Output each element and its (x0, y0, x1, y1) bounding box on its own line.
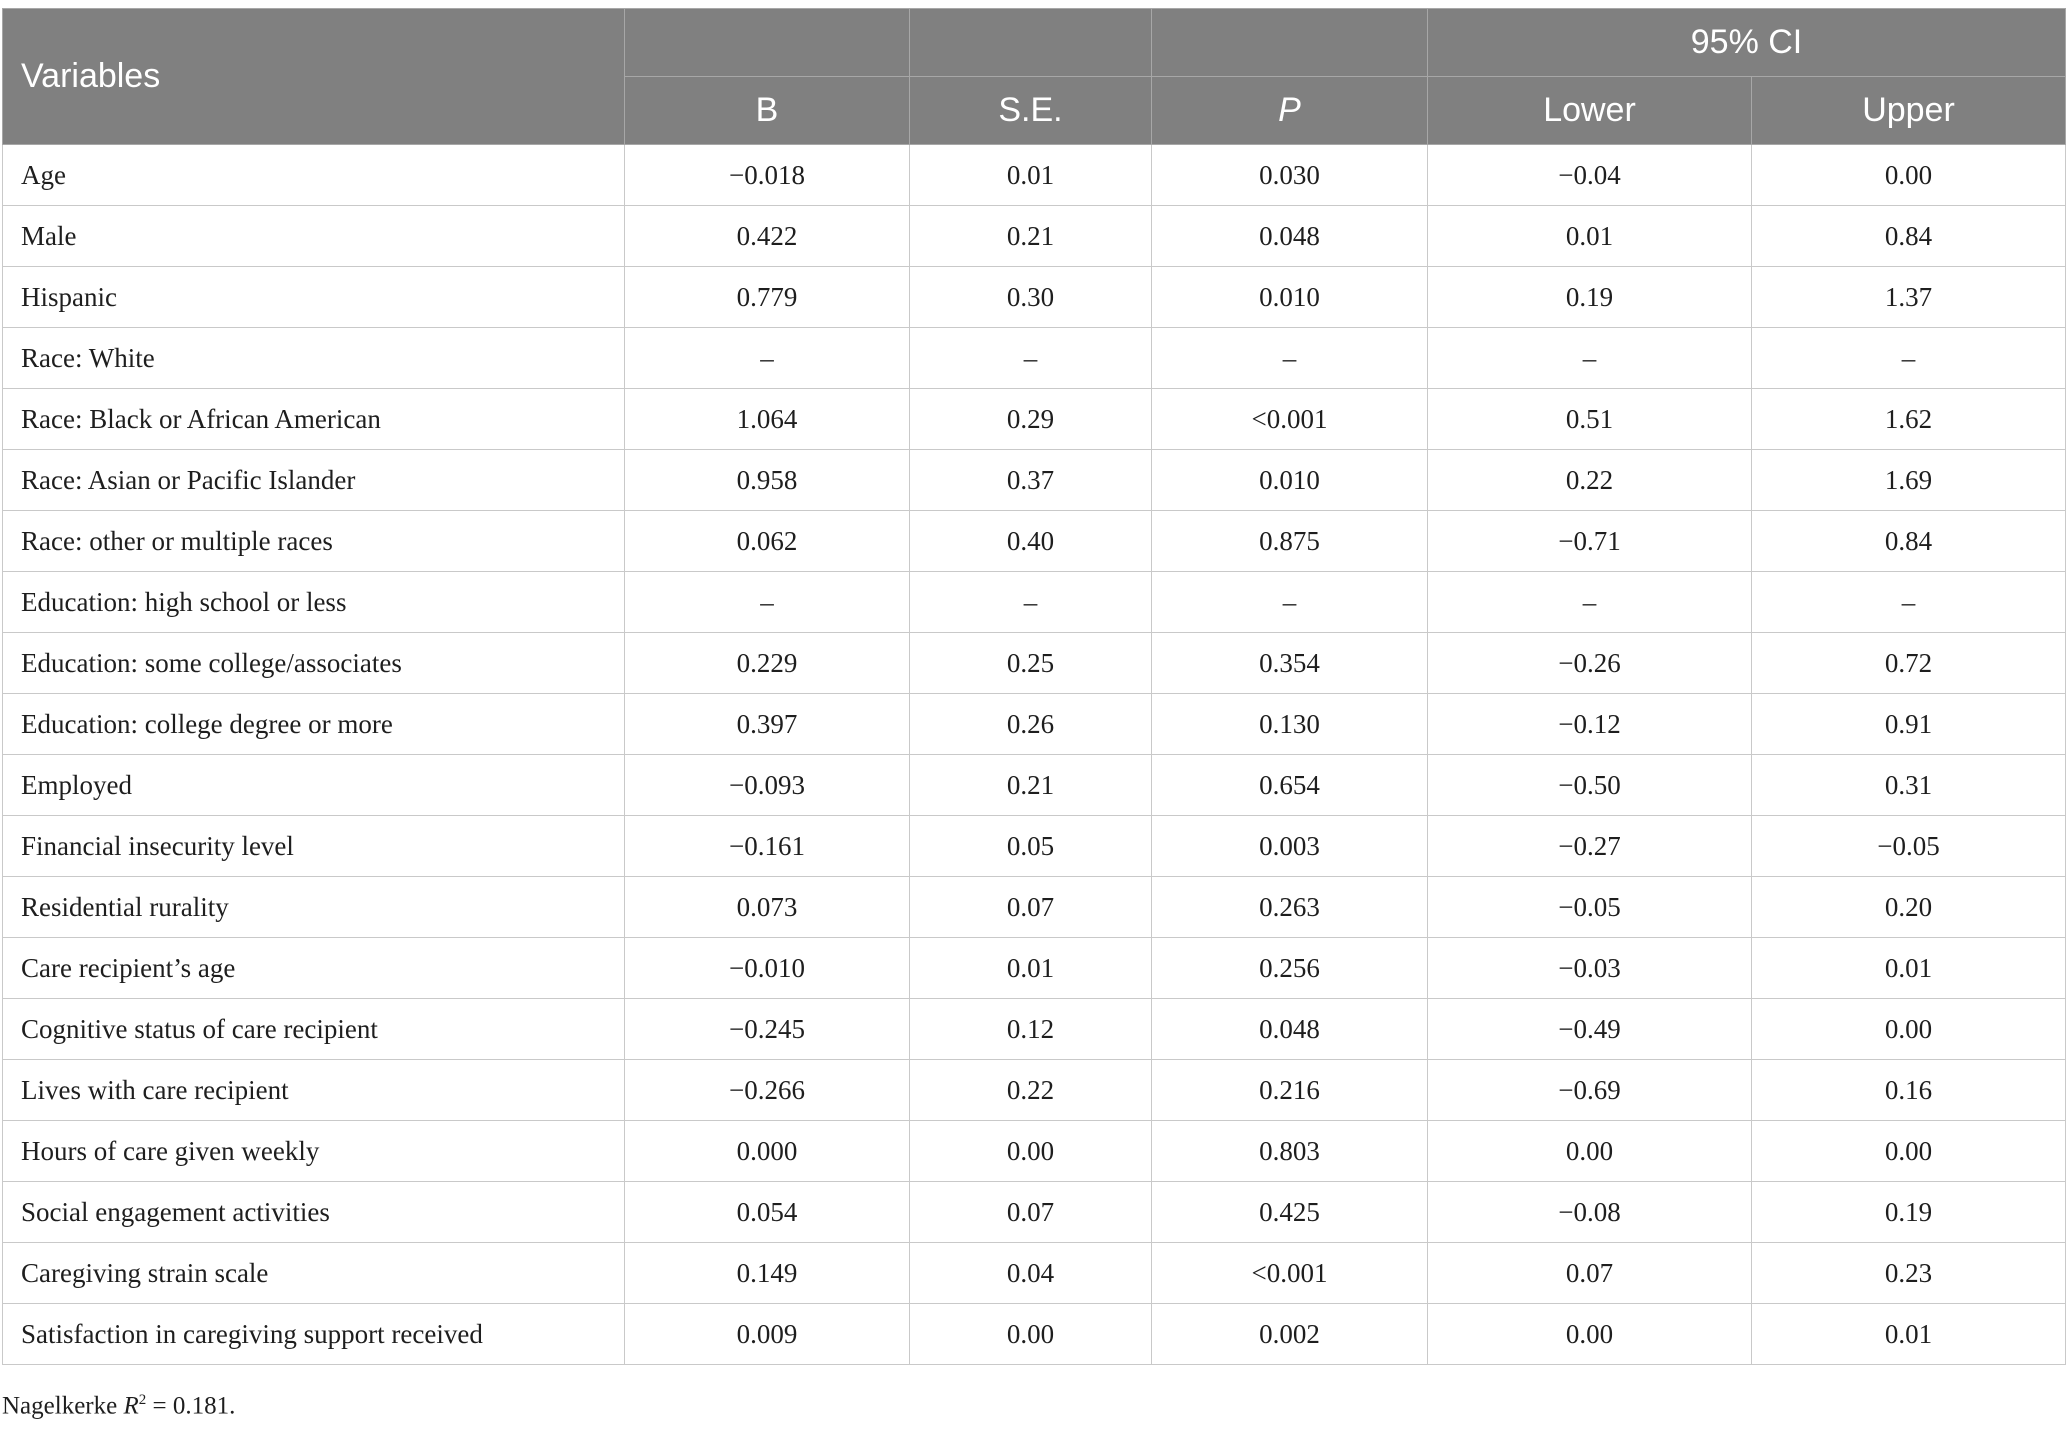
cell-variable: Hours of care given weekly (3, 1121, 625, 1182)
cell-lower: 0.00 (1428, 1304, 1752, 1365)
cell-variable: Lives with care recipient (3, 1060, 625, 1121)
cell-upper: 0.01 (1752, 1304, 2066, 1365)
cell-p: 0.875 (1152, 511, 1428, 572)
cell-b: −0.161 (625, 816, 910, 877)
cell-lower: −0.27 (1428, 816, 1752, 877)
cell-b: −0.018 (625, 145, 910, 206)
cell-b: 0.958 (625, 450, 910, 511)
cell-lower: −0.49 (1428, 999, 1752, 1060)
table-row (3, 938, 2066, 999)
cell-lower: 0.51 (1428, 389, 1752, 450)
cell-b: 0.000 (625, 1121, 910, 1182)
header-ci-group: 95% CI (1428, 9, 2066, 77)
cell-b: – (625, 572, 910, 633)
cell-variable: Employed (3, 755, 625, 816)
cell-variable: Social engagement activities (3, 1182, 625, 1243)
table-row (3, 206, 2066, 267)
cell-se: 0.00 (910, 1304, 1152, 1365)
header-p: P (1152, 77, 1428, 145)
cell-variable: Education: some college/associates (3, 633, 625, 694)
cell-upper: – (1752, 572, 2066, 633)
footnote-superscript: 2 (138, 1392, 147, 1408)
cell-se: 0.21 (910, 206, 1152, 267)
regression-table (2, 8, 2066, 1365)
cell-lower: 0.00 (1428, 1121, 1752, 1182)
table-row (3, 511, 2066, 572)
cell-p: – (1152, 328, 1428, 389)
cell-p: 0.256 (1152, 938, 1428, 999)
cell-upper: – (1752, 328, 2066, 389)
cell-b: 1.064 (625, 389, 910, 450)
cell-b: 0.062 (625, 511, 910, 572)
table-row (3, 1304, 2066, 1365)
cell-b: −0.010 (625, 938, 910, 999)
cell-se: 0.26 (910, 694, 1152, 755)
cell-se: – (910, 572, 1152, 633)
table-row (3, 267, 2066, 328)
cell-upper: 0.19 (1752, 1182, 2066, 1243)
cell-b: 0.779 (625, 267, 910, 328)
cell-p: 0.010 (1152, 450, 1428, 511)
cell-variable: Race: White (3, 328, 625, 389)
header-se: S.E. (910, 77, 1152, 145)
table-row (3, 1243, 2066, 1304)
table-row (3, 1182, 2066, 1243)
cell-lower: −0.08 (1428, 1182, 1752, 1243)
cell-variable: Satisfaction in caregiving support received (3, 1304, 625, 1365)
cell-lower: 0.19 (1428, 267, 1752, 328)
cell-upper: 0.20 (1752, 877, 2066, 938)
cell-p: 0.010 (1152, 267, 1428, 328)
header-upper: Upper (1752, 77, 2066, 145)
table-row (3, 328, 2066, 389)
cell-variable: Education: college degree or more (3, 694, 625, 755)
cell-b: 0.073 (625, 877, 910, 938)
cell-p: 0.803 (1152, 1121, 1428, 1182)
cell-lower: 0.01 (1428, 206, 1752, 267)
table-row (3, 1060, 2066, 1121)
cell-upper: 0.84 (1752, 206, 2066, 267)
table-body (3, 145, 2066, 1365)
cell-se: 0.05 (910, 816, 1152, 877)
cell-se: 0.12 (910, 999, 1152, 1060)
table-row (3, 755, 2066, 816)
cell-p: 0.048 (1152, 206, 1428, 267)
cell-se: 0.07 (910, 1182, 1152, 1243)
cell-lower: −0.05 (1428, 877, 1752, 938)
table-row (3, 450, 2066, 511)
cell-p: 0.425 (1152, 1182, 1428, 1243)
header-row-1 (3, 9, 2066, 77)
cell-se: 0.30 (910, 267, 1152, 328)
cell-se: 0.29 (910, 389, 1152, 450)
cell-p: 0.003 (1152, 816, 1428, 877)
cell-p: 0.030 (1152, 145, 1428, 206)
cell-se: 0.25 (910, 633, 1152, 694)
cell-variable: Care recipient’s age (3, 938, 625, 999)
header-variables: Variables (3, 9, 625, 145)
table-row (3, 877, 2066, 938)
cell-p: 0.654 (1152, 755, 1428, 816)
cell-b: 0.149 (625, 1243, 910, 1304)
footnote-symbol: R (123, 1392, 139, 1420)
cell-b: 0.397 (625, 694, 910, 755)
cell-upper: 0.16 (1752, 1060, 2066, 1121)
cell-variable: Caregiving strain scale (3, 1243, 625, 1304)
cell-variable: Cognitive status of care recipient (3, 999, 625, 1060)
cell-p: 0.002 (1152, 1304, 1428, 1365)
cell-se: 0.40 (910, 511, 1152, 572)
cell-upper: 1.37 (1752, 267, 2066, 328)
cell-variable: Race: Asian or Pacific Islander (3, 450, 625, 511)
cell-upper: 0.23 (1752, 1243, 2066, 1304)
cell-upper: 0.00 (1752, 145, 2066, 206)
cell-b: −0.266 (625, 1060, 910, 1121)
cell-lower: −0.26 (1428, 633, 1752, 694)
table-header (3, 9, 2066, 145)
cell-b: −0.093 (625, 755, 910, 816)
table-row (3, 999, 2066, 1060)
cell-p: 0.130 (1152, 694, 1428, 755)
cell-b: 0.422 (625, 206, 910, 267)
cell-lower: −0.03 (1428, 938, 1752, 999)
cell-variable: Financial insecurity level (3, 816, 625, 877)
cell-variable: Male (3, 206, 625, 267)
cell-b: – (625, 328, 910, 389)
cell-b: 0.229 (625, 633, 910, 694)
cell-p: <0.001 (1152, 1243, 1428, 1304)
cell-p: 0.048 (1152, 999, 1428, 1060)
cell-upper: 0.91 (1752, 694, 2066, 755)
table-row (3, 145, 2066, 206)
table-row (3, 389, 2066, 450)
footnote-prefix: Nagelkerke (2, 1392, 124, 1420)
cell-upper: 0.84 (1752, 511, 2066, 572)
cell-lower: −0.04 (1428, 145, 1752, 206)
cell-se: 0.04 (910, 1243, 1152, 1304)
cell-variable: Hispanic (3, 267, 625, 328)
table-row (3, 633, 2066, 694)
cell-upper: 0.00 (1752, 999, 2066, 1060)
cell-lower: −0.71 (1428, 511, 1752, 572)
cell-lower: 0.22 (1428, 450, 1752, 511)
table-row (3, 816, 2066, 877)
cell-variable: Residential rurality (3, 877, 625, 938)
cell-p: <0.001 (1152, 389, 1428, 450)
cell-upper: 0.72 (1752, 633, 2066, 694)
cell-variable: Race: other or multiple races (3, 511, 625, 572)
cell-lower: −0.69 (1428, 1060, 1752, 1121)
cell-lower: – (1428, 328, 1752, 389)
cell-se: 0.22 (910, 1060, 1152, 1121)
footnote (2, 1392, 235, 1420)
cell-se: 0.07 (910, 877, 1152, 938)
footnote-value: = 0.181. (146, 1392, 236, 1420)
cell-upper: 1.62 (1752, 389, 2066, 450)
cell-variable: Education: high school or less (3, 572, 625, 633)
table-row (3, 572, 2066, 633)
cell-upper: −0.05 (1752, 816, 2066, 877)
cell-b: 0.009 (625, 1304, 910, 1365)
cell-se: 0.00 (910, 1121, 1152, 1182)
cell-p: – (1152, 572, 1428, 633)
cell-upper: 0.01 (1752, 938, 2066, 999)
cell-p: 0.354 (1152, 633, 1428, 694)
cell-lower: – (1428, 572, 1752, 633)
cell-upper: 0.31 (1752, 755, 2066, 816)
cell-se: 0.21 (910, 755, 1152, 816)
table-row (3, 694, 2066, 755)
cell-lower: −0.12 (1428, 694, 1752, 755)
cell-se: – (910, 328, 1152, 389)
header-b: B (625, 77, 910, 145)
cell-se: 0.01 (910, 938, 1152, 999)
header-blank-p (1152, 9, 1428, 77)
cell-variable: Race: Black or African American (3, 389, 625, 450)
header-blank-b (625, 9, 910, 77)
cell-lower: 0.07 (1428, 1243, 1752, 1304)
cell-upper: 1.69 (1752, 450, 2066, 511)
header-blank-se (910, 9, 1152, 77)
cell-se: 0.37 (910, 450, 1152, 511)
cell-b: 0.054 (625, 1182, 910, 1243)
cell-p: 0.216 (1152, 1060, 1428, 1121)
cell-p: 0.263 (1152, 877, 1428, 938)
cell-se: 0.01 (910, 145, 1152, 206)
cell-lower: −0.50 (1428, 755, 1752, 816)
cell-variable: Age (3, 145, 625, 206)
table-row (3, 1121, 2066, 1182)
cell-upper: 0.00 (1752, 1121, 2066, 1182)
header-lower: Lower (1428, 77, 1752, 145)
cell-b: −0.245 (625, 999, 910, 1060)
